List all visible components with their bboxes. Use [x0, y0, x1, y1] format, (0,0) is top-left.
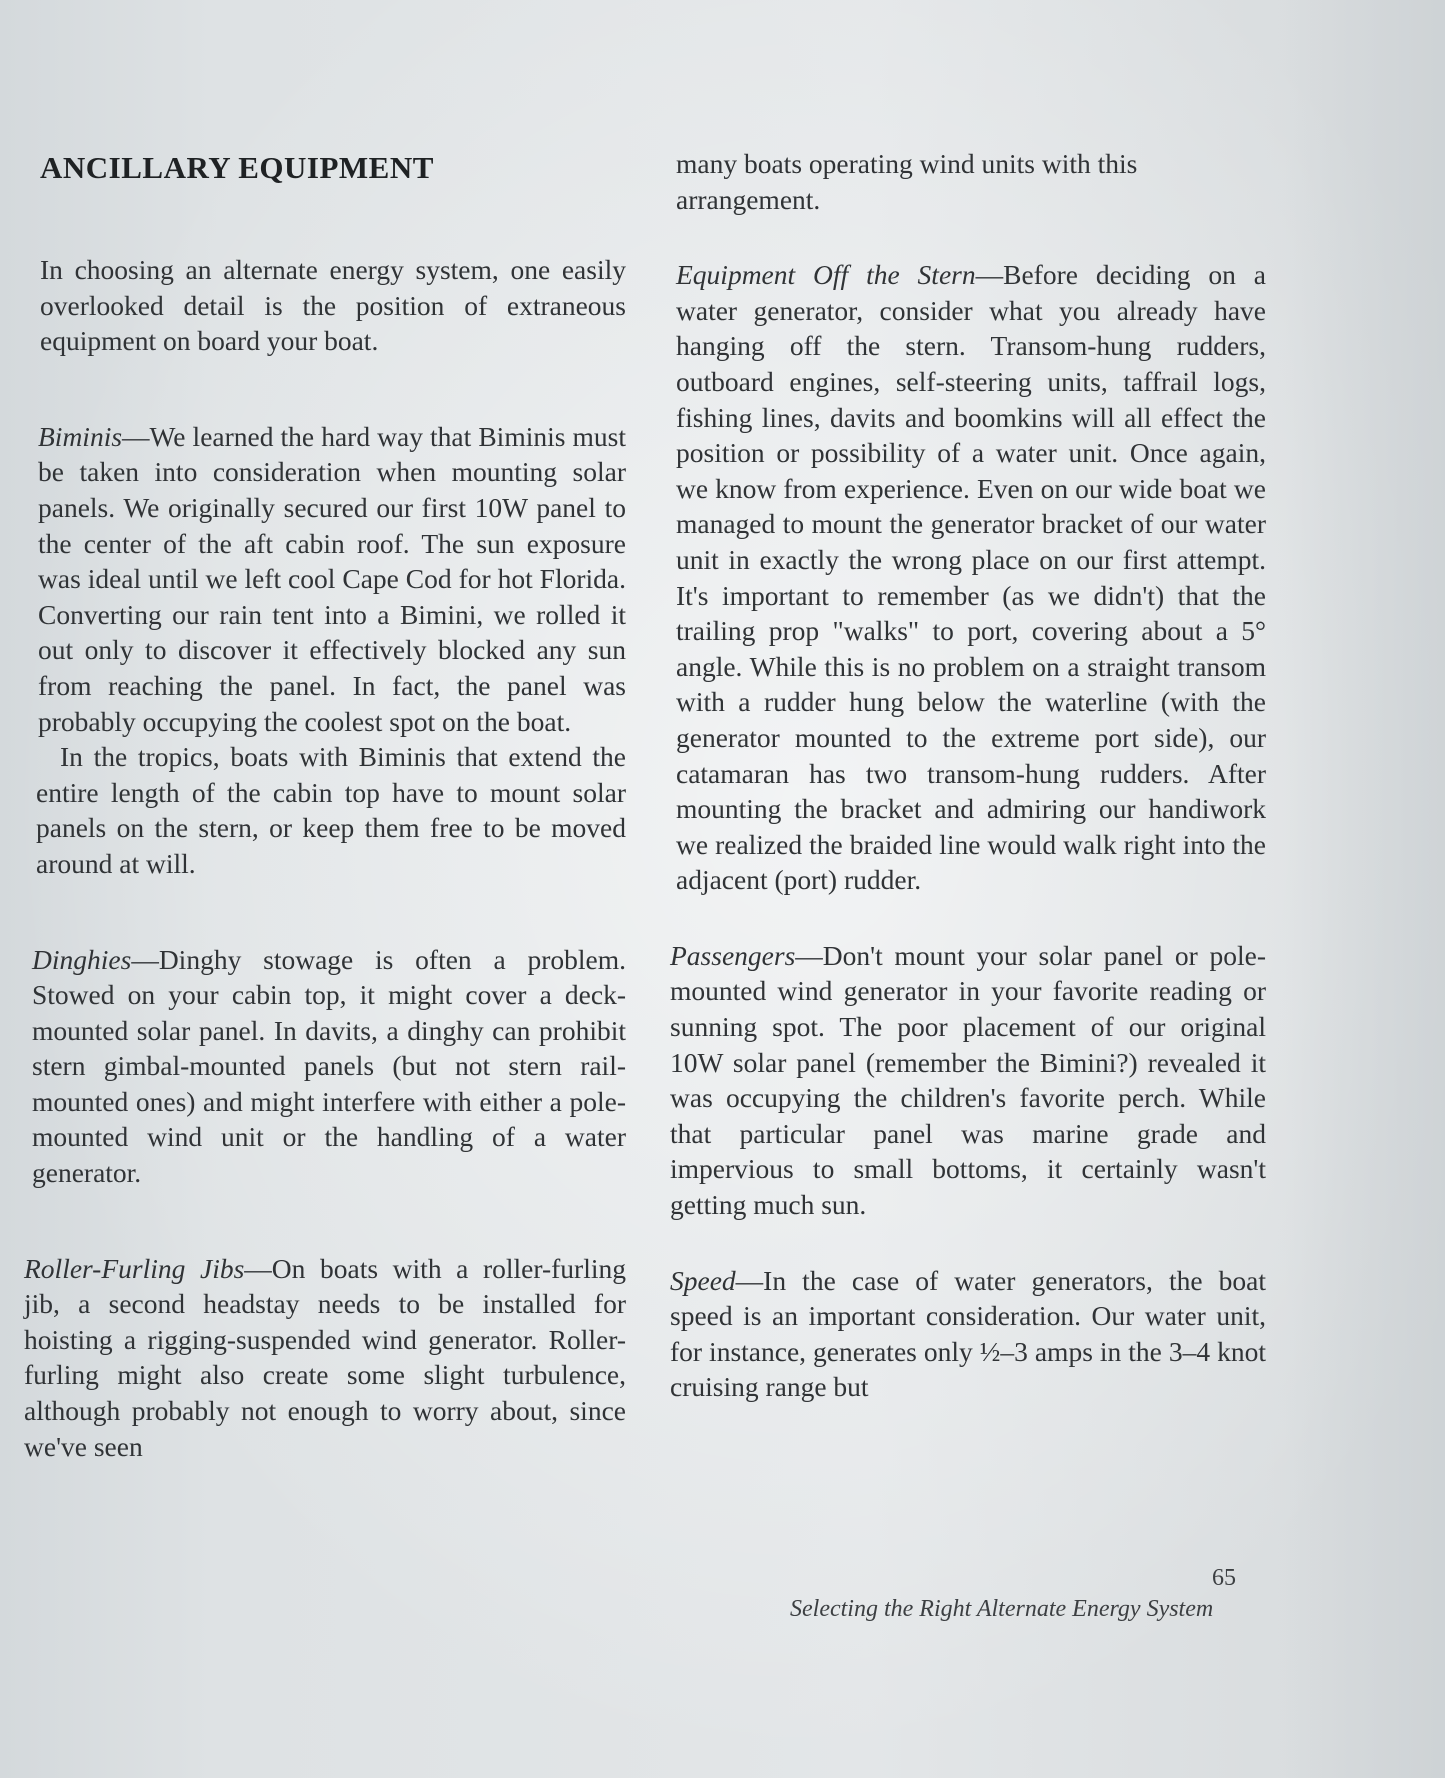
dinghies-lead: Dinghies	[32, 943, 132, 975]
roller-furling-lead: Roller-Furling Jibs	[24, 1252, 245, 1284]
spacer	[24, 1191, 624, 1251]
page-number: 65	[1212, 1565, 1236, 1591]
continued-paragraph: many boats operating wind units with this arrangement.	[676, 148, 1138, 215]
biminis-paragraph	[38, 419, 626, 739]
left-column	[24, 140, 624, 1464]
intro-paragraph: In choosing an alternate energy system, one easily overlooked detail is the position of extraneous equipment on board your boat.	[40, 254, 626, 357]
speed-paragraph	[670, 1263, 1266, 1405]
spacer	[668, 217, 1268, 257]
speed-lead: Speed	[670, 1264, 736, 1296]
biminis-paragraph-2: In the tropics, boats with Biminis that extend the entire length of the cabin top have to mount solar panels on the stern, or keep them free to be moved around at will.	[36, 741, 626, 879]
spacer	[668, 898, 1268, 938]
spacer	[24, 359, 624, 419]
passengers-paragraph	[670, 938, 1266, 1223]
speed-text: —In the case of water generators, the boat speed is an important consideration. Our water unit, for instance, generates only ½–3 amps in the 3–4 knot cruising range but	[670, 1264, 1266, 1403]
roller-furling-text: —On boats with a roller-furling jib, a second headstay needs to be installed for hoisting a rigging-suspended wind generator. Roller-furling might also create some slight turbulence, although probably not enough to worry about, since we've seen	[24, 1252, 626, 1462]
dinghies-paragraph	[32, 942, 626, 1191]
spacer	[668, 1223, 1268, 1263]
running-footer: Selecting the Right Alternate Energy System	[790, 1596, 1214, 1622]
biminis-lead: Biminis	[38, 420, 123, 452]
passengers-text: —Don't mount your solar panel or pole-mounted wind generator in your favorite reading or sunning spot. The poor placement of our original 10W solar panel (remember the Bimini?) revealed it was occupying the children's favorite perch. While that particular panel was marine grade and impervious to small bottoms, it certainly wasn't getting much sun.	[670, 939, 1266, 1221]
stern-equipment-text: —Before deciding on a water generator, consider what you already have hanging off the stern. Transom-hung rudders, outboard engines, self-steering units, taffrail logs, fishing lines, davits and boomkins will all effect the position or possibility of a water unit. Once again, we know from experience. Even on our wide boat we managed to mount the generator bracket of our water unit in exactly the wrong place on our first attempt. It's important to remember (as we didn't) that the trailing prop "walks" to port, covering about a 5° angle. While this is no problem on a straight transom with a rudder hung below the waterline (with the generator mounted to the extreme port side), our catamaran has two transom-hung rudders. After mounting the bracket and admiring our handiwork we realized the braided line would walk right into the adjacent (port) rudder.	[676, 259, 1266, 896]
stern-equipment-paragraph	[676, 257, 1266, 898]
biminis-text: —We learned the hard way that Biminis must be taken into consideration when mounting solar panels. We originally secured our first 10W panel to the center of the aft cabin roof. The sun exposure was ideal until we left cool Cape Cod for hot Florida. Converting our rain tent into a Bimini, we rolled it out only to discover it effectively blocked any sun from reaching the panel. In fact, the panel was probably occupying the coolest spot on the boat.	[38, 420, 626, 737]
stern-equipment-lead: Equipment Off the Stern	[676, 259, 976, 291]
spacer	[24, 882, 624, 942]
dinghies-text: —Dinghy stowage is often a problem. Stowed on your cabin top, it might cover a deck-mounted solar panel. In davits, a dinghy can prohibit stern gimbal-mounted panels (but not stern rail-mounted ones) and might interfere with either a pole-mounted wind unit or the handling of a water generator.	[32, 943, 626, 1189]
page-edge-shadow	[1285, 0, 1445, 1778]
passengers-lead: Passengers	[670, 939, 796, 971]
section-heading: ANCILLARY EQUIPMENT	[40, 150, 434, 185]
right-column	[668, 140, 1268, 1405]
roller-furling-paragraph	[24, 1251, 626, 1465]
